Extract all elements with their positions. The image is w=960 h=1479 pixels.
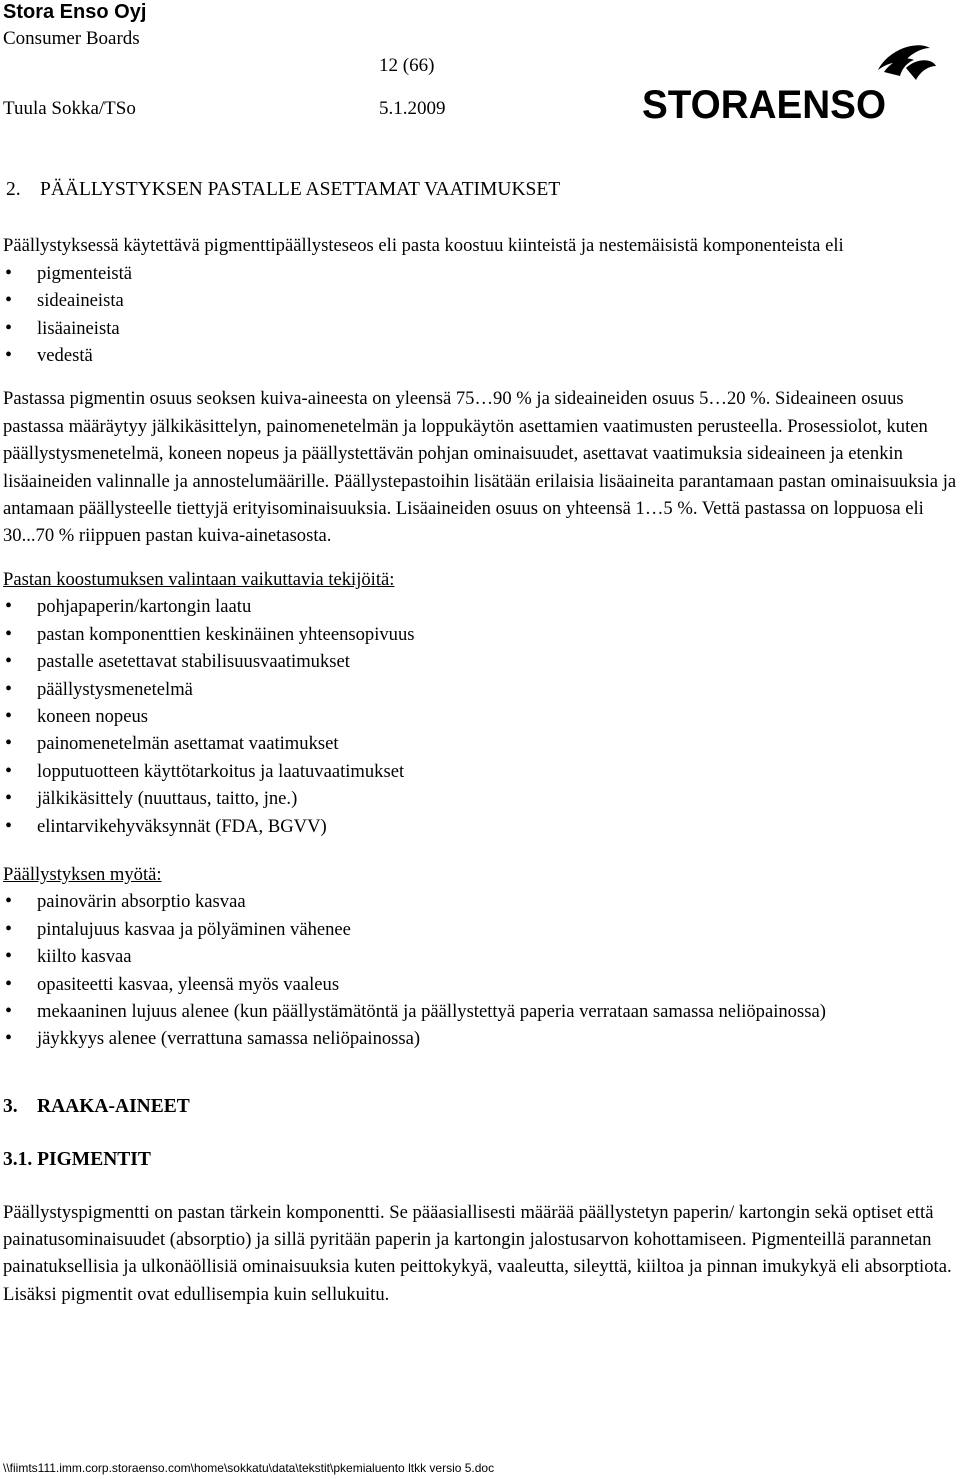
list-item: • pastalle asetettavat stabilisuusvaatimukset [3, 648, 958, 675]
logo-wordmark: STORAENSO [642, 83, 886, 124]
effects-list [3, 888, 958, 1052]
division-name: Consumer Boards [3, 28, 140, 49]
document-body [3, 176, 958, 1308]
list-item: • mekaaninen lujuus alenee (kun päällystämätöntä ja päällystettyä paperia verrataan samassa neliöpainossa) [3, 998, 958, 1025]
document-date: 5.1.2009 [379, 98, 446, 119]
list-item: • pintalujuus kasvaa ja pölyäminen vähenee [3, 916, 958, 943]
list-item: • lisäaineista [3, 315, 958, 342]
company-name: Stora Enso Oyj [3, 1, 147, 23]
list-item: • koneen nopeus [3, 703, 958, 730]
section-3-1-title: PIGMENTIT [37, 1149, 151, 1171]
section-2-paragraph: Pastassa pigmentin osuus seoksen kuiva-aineesta on yleensä 75…90 % ja sideaineiden osuus 5…20 %. Sideaineen osuus pastassa määräytyy jälkikäsittelyn, painomenetelmän ja loppukäytön asettamien vaatimusten perusteella. Prosessiolot, kuten päällystysmenetelmä, koneen nopeus ja päällystettävän pohjan ominaisuudet, asettavat vaatimuksia sideaineen ja etenkin lisäaineiden valinnalle ja annostelumäärille. Päällystepastoihin lisätään erilaisia lisäaineita parantamaan pastan ominaisuuksia ja antamaan päällysteelle tiettyjä erityisominaisuuksia. Lisäaineiden osuus on yhteensä 1…5 %. Vettä pastassa on loppuosa eli 30...70 % riippuen pastan kuiva-ainetasosta. [3, 388, 957, 547]
list-item: • elintarvikehyväksynnät (FDA, BGVV) [3, 813, 958, 840]
list-item: • sideaineista [3, 287, 958, 314]
page-number: 12 (66) [379, 55, 435, 76]
component-list [3, 260, 958, 370]
section-2-title: PÄÄLLYSTYKSEN PASTALLE ASETTAMAT VAATIMUKSET [40, 179, 561, 200]
list-item: • lopputuotteen käyttötarkoitus ja laatuvaatimukset [3, 758, 958, 785]
list-item: • pastan komponenttien keskinäinen yhteensopivuus [3, 621, 958, 648]
list-item: • painovärin absorptio kasvaa [3, 888, 958, 915]
list-item: • pohjapaperin/kartongin laatu [3, 593, 958, 620]
stora-enso-logo [640, 38, 940, 124]
footer-file-path: \\fiimts111.imm.corp.storaenso.com\home\sokkatu\data\tekstit\pkemialuento ltkk versio 5.doc [3, 1461, 495, 1475]
factors-list [3, 593, 958, 840]
section-3-1-paragraph: Päällystyspigmentti on pastan tärkein komponentti. Se pääasiallisesti määrää päällystetyn paperin/ kartongin sekä optiset että painatusominaisuudet (absorptio) ja sillä pyritään paperin ja kartongin jalostusarvon kohottamiseen. Pigmenteillä parannetan painatuksellisia ja ulkonäöllisiä ominaisuuksia kuten peittokykyä, vaaleutta, sileyttä, kiiltoa ja pinnan imukykyä eli absorptiota. Lisäksi pigmentit ovat edullisempia kuin sellukuitu. [3, 1201, 952, 1305]
list-item: • vedestä [3, 342, 958, 369]
section-3-heading [3, 1093, 958, 1120]
list-item: • päällystysmenetelmä [3, 676, 958, 703]
section-2-heading [3, 176, 958, 203]
list-item: • painomenetelmän asettamat vaatimukset [3, 730, 958, 757]
section-3-number: 3. [3, 1095, 18, 1117]
section-3-1-heading [3, 1146, 958, 1173]
list-item: • opasiteetti kasvaa, yleensä myös vaaleus [3, 971, 958, 998]
factors-heading: Pastan koostumuksen valintaan vaikuttavia tekijöitä: [3, 568, 395, 590]
section-3-title: RAAKA-AINEET [37, 1095, 190, 1117]
list-item: • jälkikäsittely (nuuttaus, taitto, jne.) [3, 785, 958, 812]
author: Tuula Sokka/TSo [3, 98, 136, 119]
section-2-number: 2. [6, 179, 21, 200]
list-item: • pigmenteistä [3, 260, 958, 287]
section-2-intro: Päällystyksessä käytettävä pigmenttipäällysteseos eli pasta koostuu kiinteistä ja nestemäisistä komponenteista eli [3, 235, 844, 257]
section-3-1-number: 3.1. [3, 1149, 33, 1171]
logo-emblem-icon [878, 45, 936, 80]
effects-heading: Päällystyksen myötä: [3, 863, 162, 885]
list-item: • jäykkyys alenee (verrattuna samassa neliöpainossa) [3, 1025, 958, 1052]
list-item: • kiilto kasvaa [3, 943, 958, 970]
